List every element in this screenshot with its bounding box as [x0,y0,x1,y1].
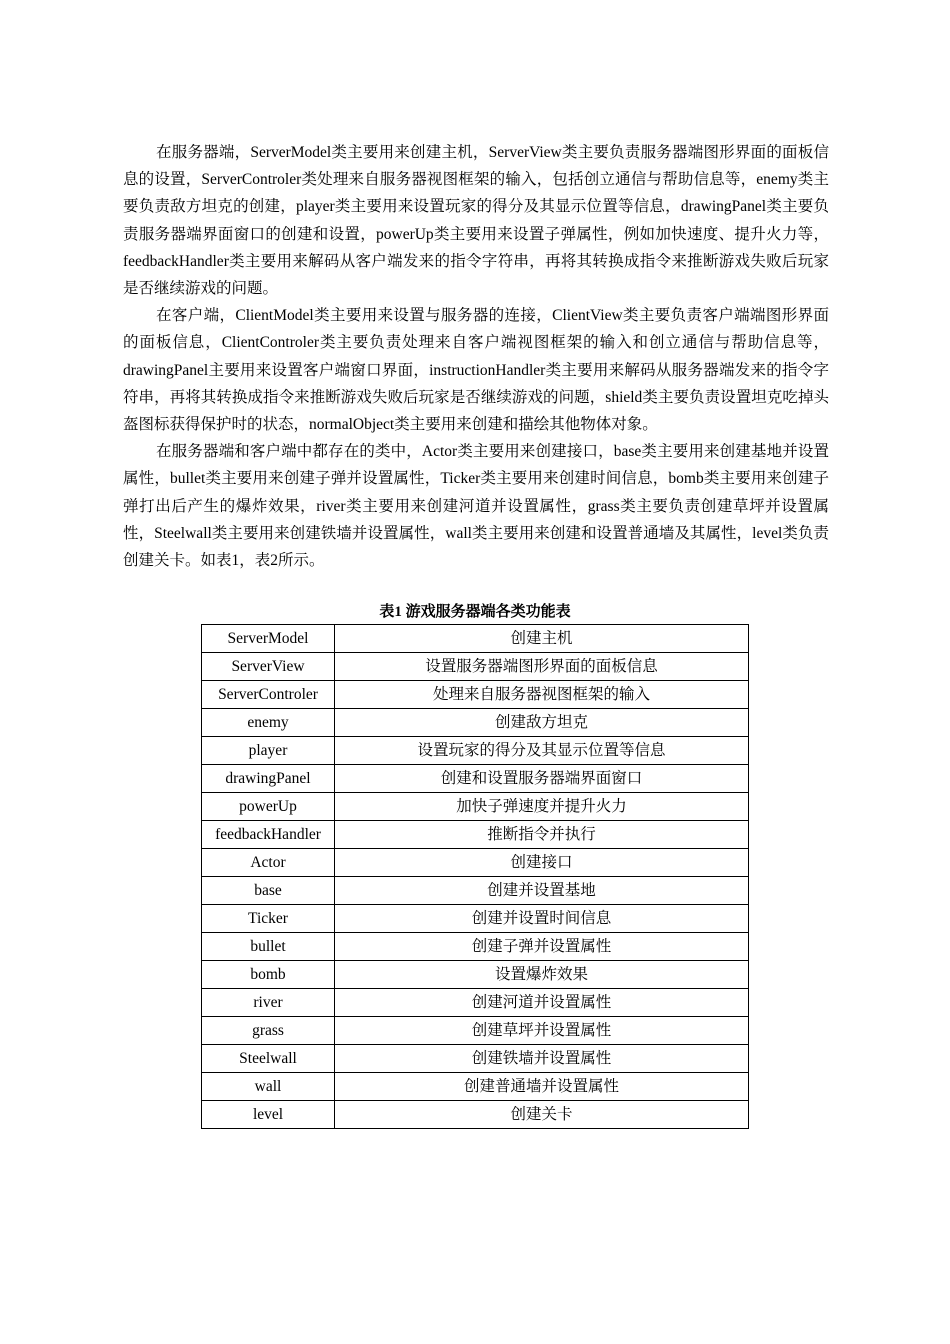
class-name-cell: level [202,1101,335,1129]
table-row [202,821,749,849]
table-row [202,653,749,681]
class-name-cell: grass [202,1017,335,1045]
table-caption: 表1 游戏服务器端各类功能表 [379,604,571,620]
table-row [202,933,749,961]
function-cell: 创建草坪并设置属性 [335,1017,749,1045]
table-row [202,905,749,933]
table-row [202,849,749,877]
function-cell: 设置服务器端图形界面的面板信息 [335,653,749,681]
class-name-cell: feedbackHandler [202,821,335,849]
table-row [202,877,749,905]
table-row [202,1073,749,1101]
paragraph-shared: 在服务器端和客户端中都存在的类中，Actor类主要用来创建接口，base类主要用来创建基地并设置属性，bullet类主要用来创建子弹并设置属性，Ticker类主要用来创建时间信息，bomb类主要用来创建子弹打出后产生的爆炸效果，river类主要用来创建河道并设置属性，grass类主要负责创建草坪并设置属性，Steelwall类主要用来创建铁墙并设置属性，wall类主要用来创建和设置普通墙及其属性，level类负责创建关卡。如表1，表2所示。 [123,443,829,570]
body-text [123,139,829,574]
table-row [202,765,749,793]
function-cell: 创建敌方坦克 [335,709,749,737]
class-name-cell: ServerView [202,653,335,681]
paragraph-server: 在服务器端，ServerModel类主要用来创建主机，ServerView类主要负责服务器端图形界面的面板信息的设置，ServerControler类处理来自服务器视图框架的输入，包括创立通信与帮助信息等，enemy类主要负责敌方坦克的创建，player类主要用来设置玩家的得分及其显示位置等信息，drawingPanel类主要负责服务器端界面窗口的创建和设置，powerUp类主要用来设置子弹属性，例如加快速度、提升火力等，feedbackHandler类主要用来解码从客户端发来的指令字符串，再将其转换成指令来推断游戏失败后玩家是否继续游戏的问题。 [123,144,829,298]
function-cell: 创建铁墙并设置属性 [335,1045,749,1073]
function-cell: 创建河道并设置属性 [335,989,749,1017]
function-cell: 创建并设置基地 [335,877,749,905]
class-name-cell: drawingPanel [202,765,335,793]
table-row [202,709,749,737]
function-cell: 设置玩家的得分及其显示位置等信息 [335,737,749,765]
class-name-cell: ServerModel [202,625,335,653]
class-name-cell: player [202,737,335,765]
function-cell: 加快子弹速度并提升火力 [335,793,749,821]
table-row [202,625,749,653]
function-cell: 设置爆炸效果 [335,961,749,989]
function-cell: 创建普通墙并设置属性 [335,1073,749,1101]
class-function-table [201,624,749,1129]
table-row [202,681,749,709]
function-cell: 推断指令并执行 [335,821,749,849]
function-cell: 创建关卡 [335,1101,749,1129]
class-name-cell: river [202,989,335,1017]
function-cell: 创建并设置时间信息 [335,905,749,933]
table-row [202,1101,749,1129]
table-row [202,989,749,1017]
class-name-cell: wall [202,1073,335,1101]
function-cell: 创建主机 [335,625,749,653]
paragraph-client: 在客户端，ClientModel类主要用来设置与服务器的连接，ClientView类主要负责客户端端图形界面的面板信息，ClientControler类主要负责处理来自客户端视图框架的输入和创立通信与帮助信息等，drawingPanel主要用来设置客户端窗口界面，instructionHandler类主要用来解码从服务器端发来的指令字符串，再将其转换成指令来推断游戏失败后玩家是否继续游戏的问题，shield类主要负责设置坦克吃掉头盔图标获得保护时的状态，normalObject类主要用来创建和描绘其他物体对象。 [123,307,829,434]
class-name-cell: Actor [202,849,335,877]
function-cell: 创建子弹并设置属性 [335,933,749,961]
table-row [202,961,749,989]
class-name-cell: Steelwall [202,1045,335,1073]
table-row [202,737,749,765]
class-name-cell: bullet [202,933,335,961]
function-cell: 创建和设置服务器端界面窗口 [335,765,749,793]
class-name-cell: Ticker [202,905,335,933]
table-row [202,1045,749,1073]
class-name-cell: base [202,877,335,905]
class-name-cell: powerUp [202,793,335,821]
class-name-cell: bomb [202,961,335,989]
class-name-cell: enemy [202,709,335,737]
table-row [202,793,749,821]
function-cell: 处理来自服务器视图框架的输入 [335,681,749,709]
class-name-cell: ServerControler [202,681,335,709]
function-cell: 创建接口 [335,849,749,877]
table-row [202,1017,749,1045]
